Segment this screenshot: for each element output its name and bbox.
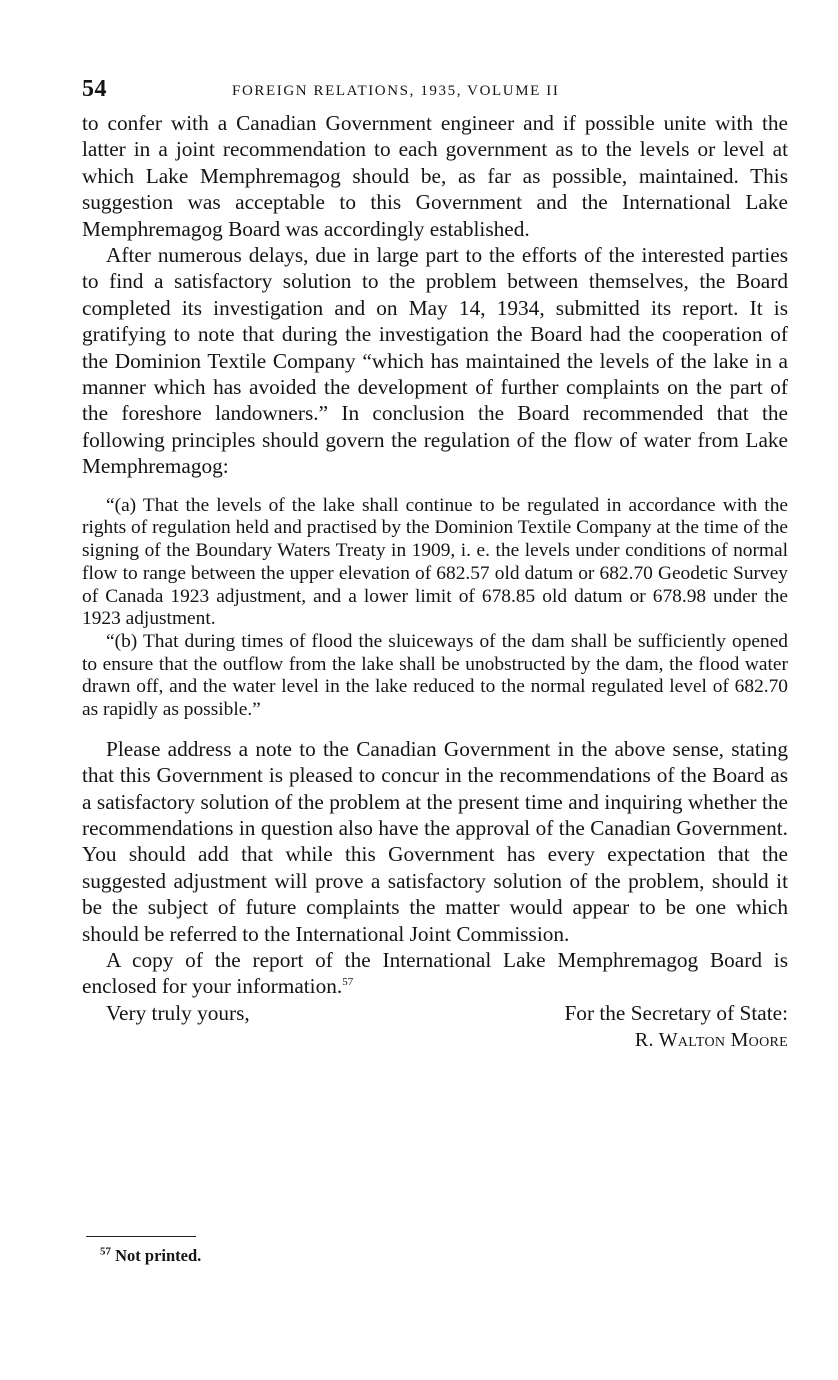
footnote-text: Not printed. bbox=[115, 1246, 202, 1265]
signature-row bbox=[82, 1027, 788, 1055]
salutation: Very truly yours, bbox=[106, 1000, 250, 1025]
signature: R. Walton Moore bbox=[634, 1028, 788, 1051]
document-page bbox=[82, 76, 788, 1055]
enclosure-text: A copy of the report of the International Lake Memphremagog Board is enclosed for your information. bbox=[82, 947, 788, 999]
closing-row bbox=[82, 1000, 788, 1027]
quoted-recommendations bbox=[82, 495, 788, 722]
quote-principle-a: “(a) That the levels of the lake shall continue to be regulated in accordance with the rights of regulation held and practised by the Dominion Textile Company at the time of the signing of the Boundary Waters Treaty in 1909, i. e. the levels under conditions of normal flow to range between the upper elevation of 682.57 old datum or 682.70 Geodetic Survey of Canada 1923 adjustment, and a lower limit of 678.85 old datum or 678.98 under the 1923 adjustment. bbox=[82, 494, 788, 630]
paragraph-enclosure bbox=[82, 947, 788, 1000]
paragraph-board-report: After numerous delays, due in large part to the efforts of the interested parties to find a satisfactory solution to the problem between themselves, the Board completed its investigation and on May 14, 1934, submitted its report. It is gratifying to note that during the investigation the Board had the cooperation of the Dominion Textile Company “which has maintained the levels of the lake in a manner which has avoided the development of further complaints on the part of the foreshore landowners.” In conclusion the Board recommended that the following principles should govern the regulation of the flow of water from Lake Memphremagog: bbox=[82, 243, 788, 479]
quote-principle-b: “(b) That during times of flood the sluiceways of the dam shall be sufficiently opened to ensure that the outflow from the lake shall be unobstructed by the dam, the flood water drawn off, and the water level in the lake reduced to the normal regulated level of 682.70 as rapidly as possible.” bbox=[82, 630, 788, 721]
for-secretary-line: For the Secretary of State: bbox=[564, 1000, 788, 1025]
footnote-divider bbox=[86, 1236, 196, 1237]
footnote-number: 57 bbox=[100, 1245, 111, 1258]
footnote-reference: 57 bbox=[342, 976, 354, 989]
footnote bbox=[100, 1246, 201, 1266]
paragraph-instructions: Please address a note to the Canadian Government in the above sense, stating that this Government is pleased to concur in the recommendations of the Board as a satisfactory solution of the problem at the present time and inquiring whether the recommendations in question also have the approval of the Canadian Government. You should add that while this Government has every expectation that the suggested adjustment will prove a satisfactory solution of the problem, should it be the subject of future complaints the matter would appear to be one which should be referred to the International Joint Commission. bbox=[82, 736, 788, 946]
running-head: FOREIGN RELATIONS, 1935, VOLUME II bbox=[232, 83, 560, 99]
paragraph-continued: to confer with a Canadian Government engineer and if possible unite with the latter in a joint recommendation to each government as to the levels or level at which Lake Memphremagog should be, as far as possible, maintained. This suggestion was acceptable to this Government and the International Lake Memphremagog Board was accordingly established. bbox=[82, 111, 788, 241]
page-number: 54 bbox=[82, 76, 107, 102]
page-header bbox=[82, 76, 788, 110]
